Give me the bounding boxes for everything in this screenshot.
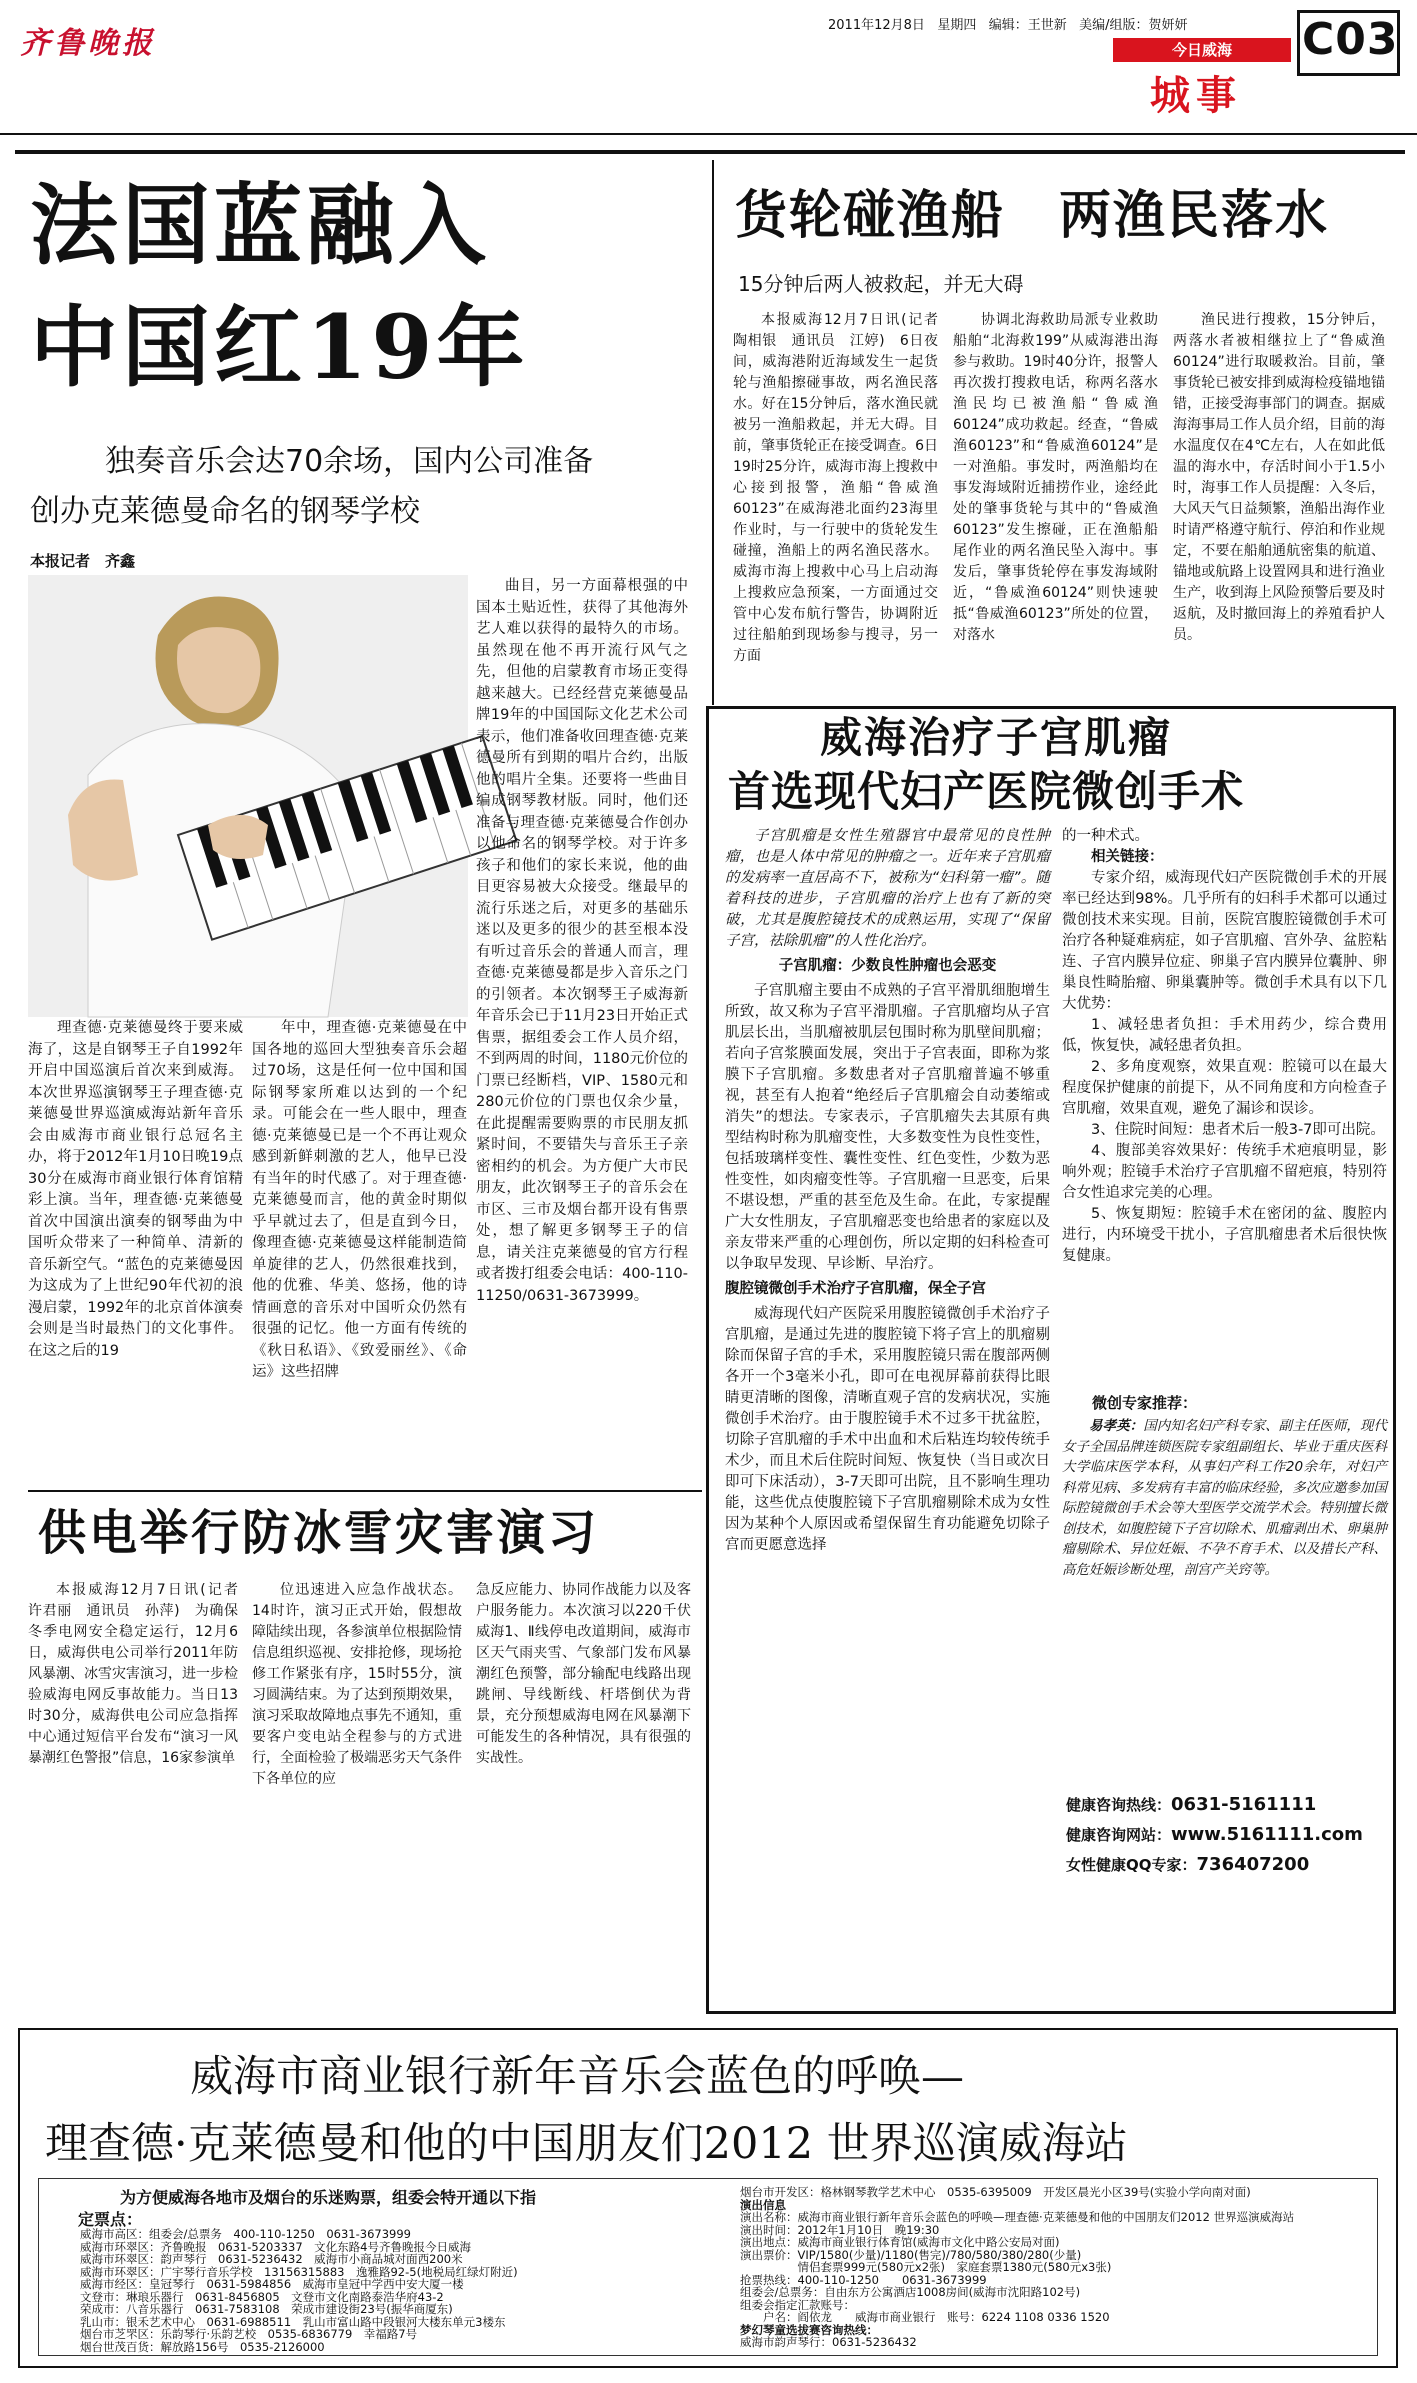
story1-column-3: 曲目，另一方面幕根强的中国本土贴近性，获得了其他海外艺人难以获得的最特久的市场。虽然现在他不再开流行风气之先，但他的启蒙教育市场正变得越来越大。已经经营克莱德曼品牌19年的中国国际文化艺术公司表示，他们准备收回理查德·克莱德曼所有到期的唱片合约，出版他的唱片全集。还要将一些曲目编成钢琴教材版。同时，他们还准备与理查德·克莱德曼合作创办以他命名的钢琴学校。对于许多孩子和他们的家长来说，他的曲目更容易被大众接受。继最早的流行乐迷之后，对更多的基础乐迷以及更多的很少的甚至根本没有听过音乐会的普通人而言，理查德·克莱德曼都是步入音乐之门的引领者。本次钢琴王子威海新年音乐会已于11月23日开始正式售票，据组委会工作人员介绍，不到两周的时间，1180元价位的门票已经断档，VIP、1580元和280元价位的门票也仅余少量，在此提醒需要购票的市民朋友抓紧时间，不要错失与音乐王子亲密相约的机会。为方便广大市民朋友，此次钢琴王子的音乐会在市区、三市及烟台都开设有售票处，想了解更多钢琴王子的信息，请关注克莱德曼的官方行程或者拨打组委会电话：400-110-11250/0631-3673999。: [476, 578, 688, 1304]
ticket-point: 威海市经区：皇冠琴行 0631-5984856 威海市皇冠中学西中安大厦一楼: [80, 2277, 464, 2291]
hospital-ad-title-line2: 首选现代妇产医院微创手术: [728, 767, 1245, 816]
story3-top-rule: [28, 1490, 702, 1492]
perf-line: 演出票价：VIP/1580(少量)/1180(售完)/780/580/380/280(少量): [740, 2247, 1082, 2262]
vertical-rule-top: [712, 160, 714, 705]
hospital-ad-para-2: 威海现代妇产医院采用腹腔镜微创手术治疗子宫肌瘤，是通过先进的腹腔镜下将子宫上的肌瘤剔除而保留子宫的手术，采用腹腔镜只需在腹部两侧各开一个3毫米小孔，即可在电视屏幕前获得比眼睛更清晰的图像，清晰直观子宫的发病状况，实施微创手术治疗。由于腹腔镜手术不过多干扰盆腔，切除子宫肌瘤的手术中出血和术后粘连均较传统手术少，而且术后住院时间短、恢复快（当日或次日即可下床活动），3-7天即可出院，且不影响生理功能，这些优点使腹腔镜下子宫肌瘤剔除术成为女性因为某种个人原因或希望保留生育功能避免切除子宫而更愿意选择: [725, 1306, 1050, 1553]
perf-line: 演出名称：威海市商业银行新年音乐会蓝色的呼唤—理查德·克莱德曼和他的中国朋友们2012 世界巡演威海站: [740, 2210, 1295, 2224]
story3-headline: 供电举行防冰雪灾害演习: [38, 1505, 600, 1561]
story3-column-1: 本报威海12月7日讯(记者 许君丽 通讯员 孙萍) 为确保冬季电网安全稳定运行，12月6日，威海供电公司举行2011年防风暴潮、冰雪灾害演习，进一步检验威海电网反事故能力。当日13时30分，威海供电公司应急指挥中心通过短信平台发布“演习一风暴潮红色警报”信息，16家参演单: [28, 1582, 252, 1766]
perf-line: 演出地点：威海市商业银行体育馆(威海市文化中路公安局对面): [740, 2235, 1060, 2249]
hospital-ad-para-3: 的一种术式。: [1062, 828, 1149, 844]
expert-bio-block: [1062, 1416, 1387, 1776]
hospital-ad-column-2: [1062, 826, 1387, 1386]
story1-subhead-line2: 创办克莱德曼命名的钢琴学校: [30, 494, 420, 529]
ticket-points-list: [80, 2228, 720, 2353]
hospital-qq[interactable]: 736407200: [1196, 1854, 1310, 1875]
advantage-item: 3、住院时间短：患者术后一般3-7即可出院。: [1091, 1122, 1385, 1138]
story1-column-1: 理查德·克莱德曼终于要来威海了，这是自钢琴王子自1992年开启中国巡演后首次来到威海。本次世界巡演钢琴王子理查德·克莱德曼世界巡演威海站新年音乐会由威海市商业银行总冠名主办，将于2012年1月10日晚19点30分在威海市商业银行体育馆精彩上演。当年，理查德·克莱德曼首次中国演出演奏的钢琴曲为中国听众带来了一种简单、清新的音乐新空气。“蓝色的克莱德曼因为这成为了上世纪90年代初的浪漫启蒙，1992年的北京首体演奏会则是当时最热门的文化事件。在这之后的19: [28, 1020, 243, 1359]
top-frame: [15, 150, 1405, 154]
story1-headline-line2: 中国红19年: [30, 295, 529, 399]
story3-column-2: 位迅速进入应急作战状态。14时许，演习正式开始，假想故障陆续出现，各参演单位根据险情信息组织巡视、安排抢修，现场抢修工作紧张有序，15时55分，演习圆满结束。为了达到预期效果，演习采取故障地点事先不通知，重要客户变电站全程参与的方式进行，全面检验了极端恶劣天气条件下各单位的应: [252, 1582, 462, 1787]
advantage-item: 2、多角度观察，效果直观：腔镜可以在最大程度保护健康的前提下，从不同角度和方向检查子宫肌瘤，效果直观，避免了漏诊和误诊。: [1062, 1059, 1387, 1117]
ticket-point: 文登市：琳琅乐器行 0631-8456805 文登市文化南路泰浩华府43-2: [80, 2289, 444, 2304]
qq-label: 女性健康QQ专家：: [1066, 1856, 1197, 1874]
story3-column-3: 急反应能力、协同作战能力以及客户服务能力。本次演习以220千伏威海1、Ⅱ线停电改道期间，威海市区天气雨夹雪、气象部门发布风暴潮红色预警，部分输配电线路出现跳闸、导线断线、杆塔倒伏为背景，充分预想威海电网在风暴潮下可能发生的各种情况，具有很强的实战性。: [476, 1582, 691, 1766]
designer-credit: 美编/组版：贺妍妍: [1079, 18, 1188, 33]
contest-hotline: 威海市韵声琴行：0631-5236432: [740, 2335, 917, 2349]
expert-bio: 国内知名妇产科专家、副主任医师，现代女子全国品牌连锁医院专家组副组长、毕业于重庆医科大学临床医学本科，从事妇产科工作20余年，对妇产科常见病、多发病有丰富的临床经验，多次应邀参加国际腔镜微创手术会等大型医学交流学术会。特别擅长微创技术，如腹腔镜下子宫切除术、肌瘤剥出术、卵巢肿瘤剔除术、异位妊娠、不孕不育手术、以及措长产科、高危妊娠诊断处理，剖宫产关窍等。: [1062, 1418, 1388, 1578]
expert-name: 易孝英：: [1089, 1418, 1144, 1434]
story2-subhead: 15分钟后两人被救起，并无大碍: [738, 272, 1024, 296]
expert-box-title: 微创专家推荐：: [1092, 1394, 1198, 1412]
ticket-points-title: 定票点：: [78, 2210, 143, 2229]
concert-ad-title-line1: 威海市商业银行新年音乐会蓝色的呼唤—: [190, 2052, 964, 2102]
header-meta: [828, 15, 1188, 36]
ticket-point: 威海市环翠区：广宇琴行音乐学校 13156315883 逸雅路92-5(地税局红绿灯附近): [80, 2264, 518, 2279]
perf-title: 演出信息: [740, 2197, 786, 2212]
story2-headline: 货轮碰渔船 两渔民落水: [735, 185, 1330, 246]
hospital-hotline[interactable]: 0631-5161111: [1171, 1794, 1317, 1815]
ticket-point: 威海市环翠区：韵声琴行 0631-5236432 威海市小商品城对面西200米: [80, 2252, 463, 2266]
paper-logo: 齐鲁晚报: [20, 26, 156, 61]
hospital-contacts: [1066, 1790, 1386, 1880]
perf-line: 抢票热线：400-110-1250 0631-3673999: [740, 2272, 987, 2287]
hospital-ad-title-line1: 威海治疗子宫肌瘤: [820, 713, 1173, 762]
hospital-ad-heading-1: 子宫肌瘤：少数良性肿瘤也会恶变: [778, 958, 997, 974]
story2-column-3: 渔民进行搜救，15分钟后，两落水者被相继拉上了“鲁威渔60124”进行取暖救治。目前，肇事货轮已被安排到威海检疫锚地锚错，正接受海事部门的调查。据威海海事局工作人员介绍，目前的海水温度仅在4℃左右，人在如此低温的海水中，存活时间小于1.5小时，海事工作人员提醒：入冬后，大风天气日益频繁，渔船出海作业时请严格遵守航行、停泊和作业规定，不要在船舶通航密集的航道、锚地或航路上设置网具和进行渔业生产，收到海上风险预警后要及时返航，及时撤回海上的养殖看护人员。: [1173, 312, 1385, 643]
website-label: 健康咨询网站：: [1066, 1826, 1172, 1844]
story1-subhead-line1: 独奏音乐会达70余场，国内公司准备: [105, 444, 594, 479]
advantage-item: 4、腹部美容效果好：传统手术疤痕明显，影响外观；腔镜手术治疗子宫肌瘤不留疤痕，特别符合女性追求完美的心理。: [1062, 1143, 1387, 1201]
editor-credit: 编辑：王世新: [988, 18, 1067, 33]
hospital-website-link[interactable]: www.5161111.com: [1171, 1824, 1363, 1845]
perf-line: 情侣套票999元(580元x2张) 家庭套票1380元(580元x3张): [740, 2260, 1112, 2274]
advantage-item: 5、恢复期短：腔镜手术在密闭的盆、腹腔内进行，内环境受干扰小，子宫肌瘤患者术后很快恢复健康。: [1062, 1206, 1387, 1264]
issue-weekday: 星期四: [937, 18, 977, 33]
hospital-ad-intro: 子宫肌瘤是女性生殖器官中最常见的良性肿瘤，也是人体中常见的肿瘤之一。近年来子宫肌瘤的发病率一直居高不下，被称为“妇科第一瘤”。随着科技的进步，子宫肌瘤的治疗上也有了新的突破，尤其是腹腔镜技术的成熟运用，实现了“保留子宫，祛除肌瘤”的人性化治疗。: [725, 828, 1050, 949]
ticket-point: 威海市环翠区：齐鲁晚报 0631-5203337 文化东路4号齐鲁晚报今日威海: [80, 2239, 471, 2254]
extra-ticket-point: 烟台市开发区：格林钢琴教学艺术中心 0535-6395009 开发区晨光小区39号(实验小学向南对面): [740, 2185, 1251, 2199]
perf-line: 演出时间：2012年1月10日 晚19:30: [740, 2222, 940, 2237]
hospital-ad-para-1: 子宫肌瘤主要由不成熟的子宫平滑肌细胞增生所致，故又称为子宫平滑肌瘤。子宫肌瘤均从子宫肌层长出，当肌瘤被肌层包围时称为肌壁间肌瘤；若向子宫浆膜面发展，突出于子宫表面，即称为浆膜下子宫肌瘤。多数患者对子宫肌瘤普遍不够重视，甚至有人抱着“绝经后子宫肌瘤会自动萎缩或消失”的想法。专家表示，子宫肌瘤失去其原有典型结构时称为肌瘤变性，大多数变性为良性变性，包括玻璃样变性、囊性变性、红色变性，少数为恶性变性，如肉瘤变性等。子宫肌瘤一旦恶变，后果不堪设想，严重的甚至危及生命。在此，专家提醒广大女性朋友，子宫肌瘤恶变也给患者的家庭以及亲友带来严重的心理创伤，所以定期的妇科检查可以争取早发现、早诊断、早治疗。: [725, 983, 1050, 1272]
story1-column-2: 年中，理查德·克莱德曼在中国各地的巡回大型独奏音乐会超过70场，这是任何一位中国和国际钢琴家所难以达到的一个纪录。可能会在一些人眼中，理查德·克莱德曼已是一个不再让观众感到新鲜刺激的艺人，他早已没有当年的时代感了。对于理查德·克莱德曼而言，他的黄金时期似乎早就过去了，但是直到今日，像理查德·克莱德曼这样能制造简单旋律的艺人，仍然很难找到，他的优雅、华美、悠扬，他的诗情画意的音乐对中国听众仍然有很强的记忆。他一方面有传统的《秋日私语》、《致爱丽丝》、《命运》这些招牌: [252, 1020, 467, 1380]
hospital-ad-heading-2: 腹腔镜微创手术治疗子宫肌瘤，保全子宫: [725, 1281, 986, 1297]
perf-line: 组委会/总票务：自由东方公寓酒店1008房间(威海市沈阳路102号): [740, 2285, 1081, 2299]
ticket-point: 荣成市：八音乐器行 0631-7583108 荣成市建设街23号(振华商厦东): [80, 2302, 453, 2316]
issue-date: 2011年12月8日: [828, 18, 925, 33]
hospital-ad-para-4: 专家介绍，威海现代妇产医院微创手术的开展率已经达到98%。几乎所有的妇科手术都可以通过微创技术来实现。目前，医院宫腹腔镜微创手术可治疗各种疑难病症，如子宫肌瘤、宫外孕、盆腔粘连、子宫内膜异位症、卵巢子宫内膜异位囊肿、卵巢良性畸胎瘤、卵巢囊肿等。微创手术具有以下几大优势：: [1062, 870, 1387, 1012]
ticket-point: 乳山市：银禾艺术中心 0631-6988511 乳山市富山路中段银河大楼东单元3楼东: [80, 2314, 506, 2329]
perf-line: 户名：阎依龙 威海市商业银行 账号：6224 1108 0336 1520: [740, 2310, 1110, 2324]
section-tag: 今日威海: [1113, 38, 1291, 62]
concert-ad-title-line2: 理查德·克莱德曼和他的中国朋友们2012 世界巡演威海站: [45, 2119, 1128, 2169]
perf-line: 组委会指定汇款账号：: [740, 2297, 855, 2312]
page-number: C03: [1302, 14, 1399, 65]
ticket-point: 烟台世茂百货：解放路156号 0535-2126000: [80, 2339, 325, 2354]
story1-byline: 本报记者 齐鑫: [30, 552, 136, 570]
ticket-notice: 为方便威海各地市及烟台的乐迷购票，组委会特开通以下指: [120, 2188, 537, 2207]
masthead-rule: [0, 133, 1417, 135]
expert-box: [1062, 1390, 1387, 1780]
story1-headline-line1: 法国蓝融入: [30, 173, 491, 277]
hospital-ad-column-1: [725, 826, 1050, 2001]
ticket-point: 威海市高区：组委会/总票务 400-110-1250 0631-3673999: [80, 2227, 411, 2241]
ticket-point: 烟台市芝罘区：乐韵琴行·乐韵艺校 0535-6836779 幸福路7号: [80, 2327, 418, 2341]
contest-hotline-title: 梦幻琴童选拔赛咨询热线：: [740, 2322, 878, 2337]
pianist-photo: [28, 575, 468, 1017]
section-name: 城事: [1150, 72, 1242, 119]
hotline-label: 健康咨询热线：: [1066, 1796, 1172, 1814]
advantage-item: 1、减轻患者负担：手术用药少，综合费用低，恢复快，减轻患者负担。: [1062, 1017, 1387, 1054]
story2-column-1: 本报威海12月7日讯(记者 陶相银 通讯员 江婷) 6日夜间，威海港附近海域发生一起货轮与渔船擦碰事故，两名渔民落水。好在15分钟后，落水渔民就被另一渔船救起，并无大碍。目前，肇事货轮正在接受调查。6日19时25分许，威海市海上搜救中心接到报警，渔船“鲁威渔60123”在威海港北面约23海里作业时，与一行驶中的货轮发生碰撞，渔船上的两名渔民落水。威海市海上搜救中心马上启动海上搜救应急预案，一方面通过交管中心发布航行警告，协调附近过往船舶到现场参与搜寻，另一方面: [733, 312, 952, 664]
perf-info-block: [740, 2186, 1370, 2354]
story2-column-2: 协调北海救助局派专业救助船舶“北海救199”从威海港出海参与救助。19时40分许，报警人再次拨打搜救电话，称两名落水渔民均已被渔船“鲁威渔60124”成功救起。经查，“鲁威渔60123”和“鲁威渔60124”是一对渔船。事发时，两渔船均在事发海域附近捕捞作业，途经此处的肇事货轮与其中的“鲁威渔60123”发生擦碰，正在渔船船尾作业的两名渔民坠入海中。事发后，肇事货轮停在事发海域附近，“鲁威渔60124”则快速驶抵“鲁威渔60123”所处的位置，对落水: [953, 312, 1158, 643]
hospital-ad-heading-3: 相关链接：: [1091, 849, 1164, 865]
